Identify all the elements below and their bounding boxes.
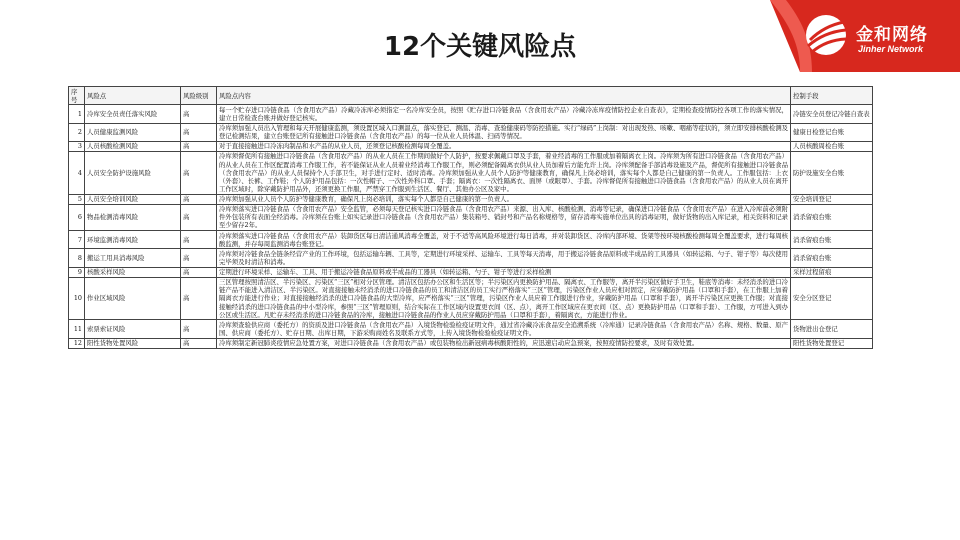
table-row xyxy=(69,277,873,320)
cell-no: 6 xyxy=(69,204,85,230)
cell-no: 5 xyxy=(69,194,85,204)
table-row xyxy=(69,141,873,151)
cell-no: 8 xyxy=(69,249,85,267)
cell-content: 冷库须落实进口冷链食品（含食用农产品）安全监管，必须每天登记核实进口冷链食品（含食用农产品）来源、出入库、核酸检测、消毒等记录，确保进口冷链食品（含食用农产品）在进入冷库前必须附件外包装所有表面全经消毒。冷库须在台账上如实记录进口冷链食品（含食用农产品）集装箱号、销封号和产品名称规格等，留存消毒实施单位出具的消毒证明，做好货物的出入库记录，相关资料和记录至少留存2年。 xyxy=(217,204,791,230)
cell-point: 搬运工用具消毒风险 xyxy=(85,249,181,267)
cell-measure: 人员核酸周检台账 xyxy=(791,141,873,151)
cell-level: 高 xyxy=(181,123,217,141)
cell-measure: 货物进出仓登记 xyxy=(791,320,873,338)
logo-name-en: Jinher Network xyxy=(858,44,924,54)
cell-point: 人员核酸检测风险 xyxy=(85,141,181,151)
table-row xyxy=(69,231,873,249)
cell-level: 高 xyxy=(181,277,217,320)
cell-content: 冷库须落实进口冷链食品（含食用农产品）装卸货区每日清洁通风消毒全覆盖，对于不适等高风险环境进行每日消毒，并对装卸货区、冷库内部环境、货架等按环境核酸检测每周全覆盖要求，进行每周核酸监测，并存每周监测消毒台账登记。 xyxy=(217,231,791,249)
cell-measure: 防护设施安全台账 xyxy=(791,151,873,194)
cell-content: 冷库须督促所有接触进口冷链食品（含食用农产品）的从业人员在工作期间做好个人防护，按要求佩戴口罩及手套，着业经消毒的工作服或加着隔离衣上岗。冷库须为所有进口冷链食品（含食用农产品）的从业人员在工作区配置消毒工作服工作，若不能保证从业人员着业经消毒工作服工作，则必须配备隔离衣供从业人员加着后方能允许上岗。冷库须配备手部消毒设施及产品，督促所有接触进口冷链食品（含食用农产品）的从业人员保持个人手部卫生，对手进行定时、适时消毒。冷库须加强从业人员个人防护等健康教育，确保凡上岗必培训，落实每个人都是自己健康的第一负责人。工作服包括：上衣（外套）、长裤、工作鞋；个人防护用品包括：一次性帽子、一次性外科口罩、手套；隔离衣：一次性隔离衣、面屏（或眼罩）、手套。冷库督促所有接触进口冷链食品（含食用农产品）的从业人员在离开工作区域时，除穿戴防护用品外，还须更换工作服，严禁穿工作服到生活区、餐厅、其他办公区及家中。 xyxy=(217,151,791,194)
cell-point: 人员安全防护设施风险 xyxy=(85,151,181,194)
cell-content: 冷库须制定新冠肺炎疫情应急处置方案，对进口冷链食品（含食用农产品）或包装物检出新冠病毒核酸阳性的，应迅速启动应急预案，按照疫情防控要求，及时有效处置。 xyxy=(217,338,791,348)
table-row xyxy=(69,320,873,338)
cell-content: 冷库须加强从业人员个人防护等健康教育，确保凡上岗必培训，落实每个人都是自己健康的第一负责人。 xyxy=(217,194,791,204)
table-row xyxy=(69,105,873,123)
cell-content: 定期进行环境采样、运输车、工具、用于搬运冷链食品原料或半成品的工器具（如转运箱、勺子、钳子等进行采样检测 xyxy=(217,267,791,277)
logo-name-cn: 金和网络 xyxy=(856,25,928,45)
cell-point: 索票索证风险 xyxy=(85,320,181,338)
cell-measure: 冷链安全员登记冷链自查表 xyxy=(791,105,873,123)
cell-no: 12 xyxy=(69,338,85,348)
cell-measure: 安全分区登记 xyxy=(791,277,873,320)
cell-no: 3 xyxy=(69,141,85,151)
cell-level: 高 xyxy=(181,338,217,348)
cell-point: 阳性货物处置风险 xyxy=(85,338,181,348)
page-title: 12个关键风险点 xyxy=(383,32,577,62)
cell-level: 高 xyxy=(181,249,217,267)
cell-level: 高 xyxy=(181,194,217,204)
cell-no: 11 xyxy=(69,320,85,338)
cell-no: 2 xyxy=(69,123,85,141)
cell-measure: 健康日检登记台账 xyxy=(791,123,873,141)
table-row xyxy=(69,204,873,230)
cell-measure: 消杀留痕台账 xyxy=(791,231,873,249)
cell-content: 三区管理按照清洁区、半污染区、污染区“三区”相对分区管理。清洁区包括办公区和生活区等；半污染区内更换防护用品、隔离衣、工作服等，离开半污染区做好手卫生，鞋底等消毒：未经消杀的进口冷链产品不能进入清洁区、半污染区。对直接接触未经消杀的进口冷链食品的员工和清洁区的员工实行严格落实“三区”管理，污染区作业人员应相对固定，应穿戴防护用品（口罩和手套），在工作服上加着隔离衣方能进行作业；对直接接触经消杀的进口冷链食品的大型冷库，应严格落实“三区”管理，污染区作业人员应着工作服进行作业，穿戴防护用品（口罩和手套），离开半污染区应更换工作服；对直接接触经消杀的进口冷链食品的中小型冷库，参照“三区”管理原则，结合实际在工作区域内设置更衣间（区、点），离开工作区域应在更衣间（区、点）更换防护用品（口罩和手套）、工作服，方可进入到办公区或生活区。凡贮存未经消杀的进口冷链食品的冷库，接触进口冷链食品的作业人员应穿戴防护用品（口罩和手套），着隔离衣，方能进行作业。 xyxy=(217,277,791,320)
cell-point: 人员安全培训风险 xyxy=(85,194,181,204)
cell-measure: 安全培训登记 xyxy=(791,194,873,204)
cell-point: 作业区域风险 xyxy=(85,277,181,320)
cell-level: 高 xyxy=(181,204,217,230)
cell-level: 高 xyxy=(181,231,217,249)
cell-level: 高 xyxy=(181,141,217,151)
cell-content: 冷库须加强人员出入管理和每天开展健康监测，须设置区域入口测温点，落实登记、测温、消毒、查验健康码等防控措施。实行“绿码”上岗制：对出现发热、咳嗽、咽痛等症状的，须立即安排核酸检测及登记检测结果，建立台账登记所有接触进口冷链食品（含食用农产品）的每一位从业人员体温、扫码等情况。 xyxy=(217,123,791,141)
cell-point: 物品检测消毒风险 xyxy=(85,204,181,230)
cell-measure: 消杀留痕台账 xyxy=(791,204,873,230)
cell-content: 冷库须查验供应商（委托方）的资质及进口冷链食品（含食用农产品）入境货物检验检疫证明文件，通过省冷藏冷冻食品安全追溯系统（冷库通）记录冷链食品（含食用农产品）名称、规格、数量、原产国、供应商（委托方）、贮存日期、出库日期，下游采购商姓名及联系方式等，上传入境货物检验检疫证明文件。 xyxy=(217,320,791,338)
cell-measure: 阳性货物处置登记 xyxy=(791,338,873,348)
table-row xyxy=(69,338,873,348)
cell-point: 人员健康监测风险 xyxy=(85,123,181,141)
cell-no: 10 xyxy=(69,277,85,320)
cell-point: 环境监测消毒风险 xyxy=(85,231,181,249)
cell-content: 对于直接接触进口冷冻肉制品和水产品的从业人员，还须登记核酸检测每周全覆盖。 xyxy=(217,141,791,151)
cell-level: 高 xyxy=(181,151,217,194)
header-point: 风险点 xyxy=(85,87,181,105)
risk-table xyxy=(68,86,873,349)
cell-content: 每一个贮存进口冷链食品（含食用农产品）冷藏冷冻库必须指定一名冷库安全员，按照《贮存进口冷链食品（含食用农产品）冷藏冷冻库疫情防控企业自查表》，定期检查疫情防控各项工作的落实情况，建立日常检查台账并做好登记核实。 xyxy=(217,105,791,123)
header-no: 序号 xyxy=(69,87,85,105)
cell-no: 4 xyxy=(69,151,85,194)
cell-no: 7 xyxy=(69,231,85,249)
cell-measure: 消杀留痕台账 xyxy=(791,249,873,267)
cell-point: 核酸采样风险 xyxy=(85,267,181,277)
cell-no: 9 xyxy=(69,267,85,277)
table-row xyxy=(69,194,873,204)
cell-point: 冷库安全员责任落实风险 xyxy=(85,105,181,123)
table-row xyxy=(69,151,873,194)
cell-measure: 采样过程留痕 xyxy=(791,267,873,277)
cell-level: 高 xyxy=(181,105,217,123)
header-measure: 控制手段 xyxy=(791,87,873,105)
cell-no: 1 xyxy=(69,105,85,123)
header-content: 风险点内容 xyxy=(217,87,791,105)
table-row xyxy=(69,267,873,277)
table-row xyxy=(69,249,873,267)
table-row xyxy=(69,123,873,141)
cell-level: 高 xyxy=(181,320,217,338)
table-header-row xyxy=(69,87,873,105)
header-level: 风险级别 xyxy=(181,87,217,105)
cell-level: 高 xyxy=(181,267,217,277)
cell-content: 冷库须对冷链食品全链条经营产业的工作环境，包括运输车辆、工具等，定期进行环境采样、运输车、工具等每天消毒，用于搬运冷链食品原料或半成品的工具器具（如转运箱、勺子、钳子等）每次使用完毕须及时清洁和消毒。 xyxy=(217,249,791,267)
